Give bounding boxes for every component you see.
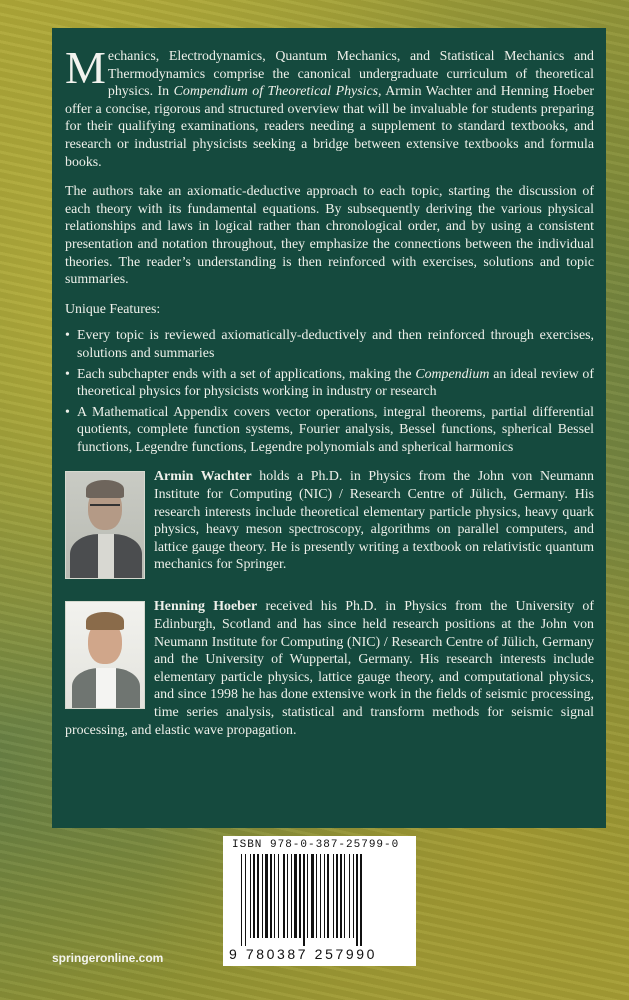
author-name: Armin Wachter [154, 469, 252, 485]
book-title-italic: Compendium of Theoretical Physics, [173, 84, 382, 100]
publisher-website: springeronline.com [52, 951, 164, 965]
barcode-bar [311, 854, 314, 938]
barcode-bar [333, 854, 334, 938]
barcode-bar [270, 854, 272, 938]
feature-text-italic: Compendium [415, 366, 490, 382]
barcode-bar [303, 854, 305, 946]
barcode-bar [353, 854, 354, 938]
barcode-bar [356, 854, 358, 946]
approach-paragraph: The authors take an axiomatic-deductive approach to each topic, starting the discussion of each theory with its fundamental equations. By subsequently deriving the various physical relationships and laws in logical rather than chronological order, and by using a consistent presentation and notation throughout, they emphasize the connections between the individual theories. The reader’s understanding is then reinforced with exercises, solutions and topic summaries. [65, 184, 594, 288]
barcode-bar [316, 854, 317, 938]
feature-text: Every topic is reviewed axiomatically-deductively and then reinforced through exercises, solutions and summaries [77, 328, 594, 361]
author-photo-wachter [65, 471, 145, 579]
barcode-bar [291, 854, 292, 938]
barcode-bar [324, 854, 325, 938]
barcode-bar [262, 854, 263, 938]
feature-item [65, 366, 594, 401]
feature-text: A Mathematical Appendix covers vector operations, integral theorems, partial differential quotients, complete function systems, Fourier analysis, Bessel functions, spherical Bessel functions, Legendre functions, Legendre polynomials and spherical harmonics [77, 404, 594, 455]
barcode-bar [294, 854, 297, 938]
isbn-label: ISBN 978-0-387-25799-0 [232, 839, 400, 851]
barcode-bar [307, 854, 308, 938]
barcode-bar [287, 854, 288, 938]
isbn-barcode-box [223, 836, 416, 966]
author-bio-text: received his Ph.D. in Physics from the University of Edinburgh, Scotland and has since held research positions at the John von Neumann Institute for Computing (NIC) / Research Centre of Jülich, Germany and the University of Wuppertal, Germany. His research interests include elementary particle physics, lattice gauge theory, and computational physics, and since 1998 he has done extensive work in the fields of seismic processing, time series analysis, statistical and transform methods for seismic signal processing, and elastic wave propagation. [65, 599, 594, 738]
barcode-bar [336, 854, 338, 938]
barcode-bar [283, 854, 285, 938]
barcode-bar [344, 854, 345, 938]
intro-paragraph [65, 42, 594, 171]
barcode-bar [250, 854, 251, 938]
barcode-bar [253, 854, 255, 938]
feature-item [65, 327, 594, 362]
barcode-bar [349, 854, 350, 938]
bullet-icon: • [65, 366, 70, 382]
author-bio-hoeber [65, 598, 594, 739]
bullet-icon: • [65, 328, 70, 344]
features-heading: Unique Features: [65, 301, 161, 317]
barcode-bar [360, 854, 362, 946]
author-photo-hoeber [65, 601, 145, 709]
barcode-bar [265, 854, 268, 938]
barcode-bar [278, 854, 279, 938]
barcode-bar [320, 854, 321, 938]
barcode-bar [245, 854, 246, 946]
author-bio-wachter [65, 468, 594, 588]
feature-text-start: Each subchapter ends with a set of applications, making the [77, 366, 416, 382]
barcode-bar [340, 854, 342, 938]
barcode-bar [327, 854, 329, 938]
intro-text-end: Armin Wachter and Henning Hoeber offer a concise, rigorous and structured overview that will be invaluable for students preparing for their qualifying examinations, readers needing a supplement to standard textbooks, and research or industrial physicists seeking a bridge between extensive textbooks and formula books. [65, 84, 594, 170]
bullet-icon: • [65, 404, 70, 420]
isbn-digits: 9 780387 257990 [229, 946, 377, 962]
author-name: Henning Hoeber [154, 599, 258, 615]
barcode-bar [241, 854, 242, 946]
intro-text-start: echanics, Electrodynamics, Quantum Mechanics, and Statistical Mechanics and Thermodynamics comprise the canonical undergraduate curriculum of theoretical physics. In [107, 49, 594, 100]
author-bio-text: holds a Ph.D. in Physics from the John von Neumann Institute for Computing (NIC) / Research Centre of Jülich, Germany. His research interests include theoretical elementary particle physics, heavy quark physics, heavy meson spectroscopy, algorithms on parallel computers, and lattice gauge theory. He is presently writing a textbook on relativistic quantum mechanics for Springer. [154, 469, 594, 573]
barcode-bar [274, 854, 275, 938]
feature-text-end: an ideal review of theoretical physics for physicists working in industry or research [77, 366, 595, 400]
feature-item [65, 404, 594, 457]
barcode-bar [299, 854, 301, 938]
drop-cap: M [65, 42, 106, 93]
barcode-bar [257, 854, 259, 938]
features-list [65, 327, 594, 456]
back-cover-text-panel [52, 28, 606, 828]
barcode-icon [229, 854, 410, 946]
